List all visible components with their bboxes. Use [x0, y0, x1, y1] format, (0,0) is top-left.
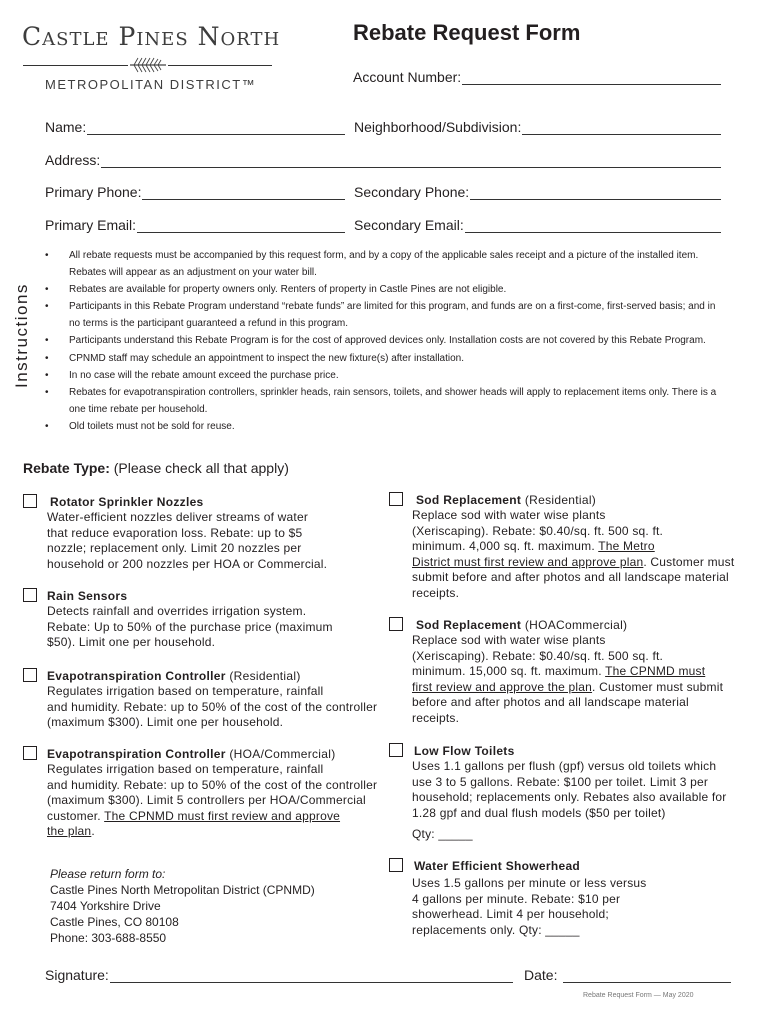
instruction-item: • Participants in this Rebate Program understand “rebate funds” are limited for this program, and funds are on a first-come, first-served basis; and in no terms is the participant guaranteed a refund in this program. — [45, 298, 725, 332]
et-controller-residential-desc: Regulates irrigation based on temperature, rainfall and humidity. Rebate: up to 50% of the cost of the controller (maximum $300). Limit one per household. — [47, 684, 378, 730]
sod-residential-title: Sod Replacement (Residential) — [416, 493, 597, 507]
rotator-nozzles-checkbox[interactable] — [23, 494, 37, 508]
return-address: Please return form to: Castle Pines North Metropolitan District (CPNMD) 7404 Yorkshire Drive Castle Pines, CO 80108 Phone: 303-688-8550 — [50, 867, 315, 945]
rain-sensors-checkbox[interactable] — [23, 588, 37, 602]
account-number-field[interactable] — [353, 69, 721, 85]
date-field[interactable] — [524, 967, 731, 983]
et-controller-hoa-checkbox[interactable] — [23, 746, 37, 760]
name-field[interactable] — [45, 119, 345, 135]
neighborhood-field[interactable] — [354, 119, 721, 135]
instruction-item: • CPNMD staff may schedule an appointment to inspect the new fixture(s) after installation. — [45, 350, 725, 367]
showerhead-title: Water Efficient Showerhead — [414, 859, 581, 873]
footer-text: Rebate Request Form — May 2020 — [583, 992, 694, 999]
et-controller-residential-title: Evapotranspiration Controller (Residential) — [47, 669, 301, 683]
toilet-qty-field[interactable]: Qty: _____ — [412, 827, 473, 841]
instruction-item: • All rebate requests must be accompanied by this request form, and by a copy of the applicable sales receipt and a picture of the installed item. Rebates will appear as an adjustment on your water bill. — [45, 247, 725, 281]
name-label: Name: — [45, 119, 87, 135]
low-flow-toilets-desc: Uses 1.1 gallons per flush (gpf) versus old toilets which use 3 to 5 gallons. Rebate: $100 per toilet. Limit 3 per household; replacements only. Rebates also available for 1.28 gpf and dual flush models ($50 per toilet) — [412, 759, 727, 820]
sod-hoa-desc: Replace sod with water wise plants (Xeriscaping). Rebate: $0.40/sq. ft. 500 sq. ft. minimum. 15,000 sq. ft. maximum. The CPNMD must first review and approve the plan. Customer must submit before and after photos and all landscape material receipts. — [412, 633, 724, 725]
sod-residential-desc: Replace sod with water wise plants (Xeriscaping). Rebate: $0.40/sq. ft. 500 sq. ft. minimum. 4,000 sq. ft. maximum. The Metro District must first review and approve plan. Customer must submit before and after photos and all landscape material receipts. — [412, 508, 735, 600]
rebate-type-note: (Please check all that apply) — [113, 460, 289, 476]
primary-email-field[interactable] — [45, 217, 345, 233]
neighborhood-label: Neighborhood/Subdivision: — [354, 119, 522, 135]
primary-email-label: Primary Email: — [45, 217, 137, 233]
logo-rule-left — [23, 65, 128, 66]
instruction-item: • Old toilets must not be sold for reuse. — [45, 418, 725, 435]
secondary-phone-label: Secondary Phone: — [354, 184, 470, 200]
form-title: Rebate Request Form — [353, 20, 581, 45]
account-number-label: Account Number: — [353, 69, 462, 85]
sod-hoa-checkbox[interactable] — [389, 617, 403, 631]
instructions-list — [45, 247, 725, 435]
instruction-item: • Participants understand this Rebate Program is for the cost of approved devices only. Installation costs are not covered by this Rebate Program. — [45, 332, 725, 349]
rain-sensors-desc: Detects rainfall and overrides irrigation system. Rebate: Up to 50% of the purchase price (maximum $50). Limit one per household. — [47, 604, 333, 650]
logo-rule-right — [168, 65, 272, 66]
rebate-type-label: Rebate Type: — [23, 460, 110, 476]
instruction-item: • In no case will the rebate amount exceed the purchase price. — [45, 367, 725, 384]
rain-sensors-title: Rain Sensors — [47, 589, 128, 603]
signature-field[interactable] — [45, 967, 513, 983]
rebate-type-heading — [23, 460, 289, 476]
showerhead-checkbox[interactable] — [389, 858, 403, 872]
date-label: Date: — [524, 967, 558, 983]
pine-branch-icon — [128, 54, 168, 76]
secondary-email-field[interactable] — [354, 217, 721, 233]
showerhead-desc: Uses 1.5 gallons per minute or less versus 4 gallons per minute. Rebate: $10 per showerhead. Limit 4 per household; replacements only. Qty: _____ — [412, 876, 647, 937]
primary-phone-field[interactable] — [45, 184, 345, 200]
address-field[interactable] — [45, 152, 721, 168]
primary-phone-label: Primary Phone: — [45, 184, 142, 200]
signature-label: Signature: — [45, 967, 109, 983]
logo-title: Castle Pines North — [22, 22, 281, 51]
instruction-item: • Rebates are available for property owners only. Renters of property in Castle Pines are not eligible. — [45, 281, 725, 298]
low-flow-toilets-title: Low Flow Toilets — [414, 744, 515, 758]
logo-subtitle: METROPOLITAN DISTRICT™ — [45, 77, 257, 92]
secondary-phone-field[interactable] — [354, 184, 721, 200]
sod-residential-checkbox[interactable] — [389, 492, 403, 506]
rotator-nozzles-title: Rotator Sprinkler Nozzles — [50, 495, 204, 509]
address-label: Address: — [45, 152, 101, 168]
instructions-label: Instructions — [12, 283, 31, 388]
sod-hoa-title: Sod Replacement (HOACommercial) — [416, 618, 628, 632]
et-controller-residential-checkbox[interactable] — [23, 668, 37, 682]
et-controller-hoa-desc: Regulates irrigation based on temperature, rainfall and humidity. Rebate: up to 50% of the cost of the controller (maximum $300). Limit 5 controllers per HOA/Commercial customer. The CPNMD must first review and approve the plan. — [47, 762, 378, 839]
secondary-email-label: Secondary Email: — [354, 217, 464, 233]
low-flow-toilets-checkbox[interactable] — [389, 743, 403, 757]
rotator-nozzles-desc: Water-efficient nozzles deliver streams of water that reduce evaporation loss. Rebate: up to $5 nozzle; replacement only. Limit 20 nozzles per household or 200 nozzles per HOA or Commercial. — [47, 510, 328, 571]
et-controller-hoa-title: Evapotranspiration Controller (HOA/Commercial) — [47, 747, 336, 761]
instruction-item: • Rebates for evapotranspiration controllers, sprinkler heads, rain sensors, toilets, and shower heads will apply to replacement items only. There is a one time rebate per household. — [45, 384, 725, 418]
